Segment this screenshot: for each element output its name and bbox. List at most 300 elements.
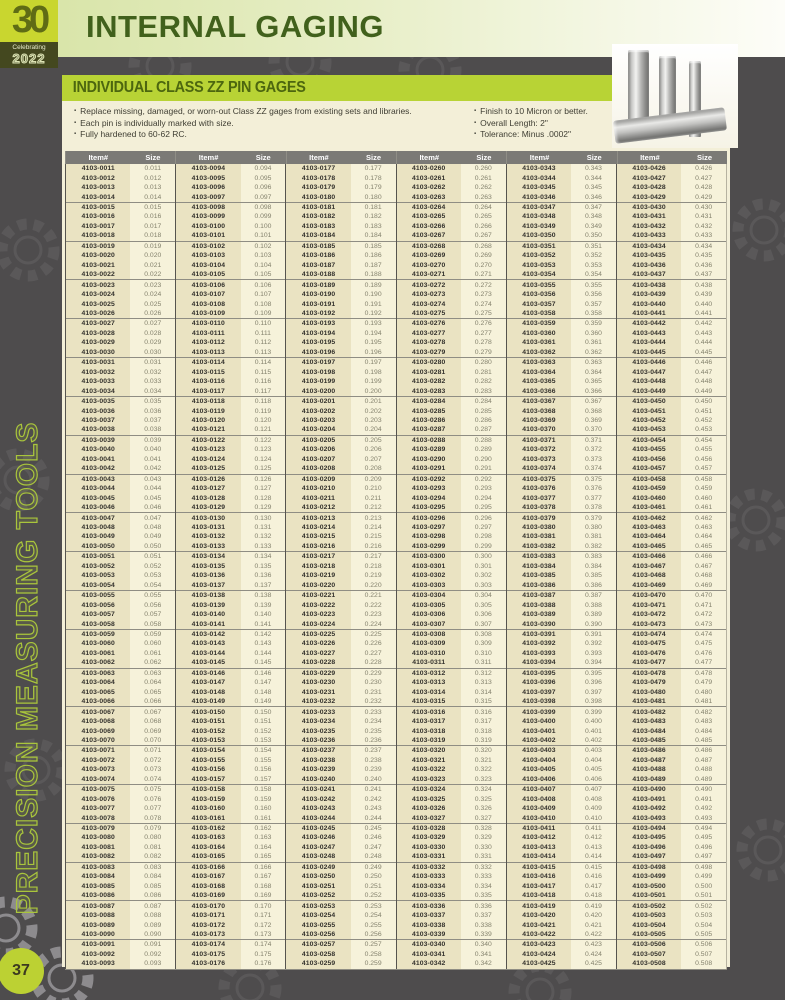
table-row [286, 863, 395, 872]
table-row [66, 348, 175, 358]
table-row [397, 368, 506, 377]
size-cell: 0.047 [130, 513, 175, 522]
item-number-cell: 4103-0369 [507, 416, 571, 425]
table-row [286, 523, 395, 532]
item-number-cell: 4103-0071 [66, 746, 130, 755]
size-cell: 0.240 [351, 775, 396, 784]
size-cell: 0.259 [351, 959, 396, 968]
table-row [507, 309, 616, 319]
size-cell: 0.142 [241, 630, 286, 639]
size-cell: 0.366 [571, 386, 616, 395]
table-row [286, 639, 395, 648]
item-number-cell: 4103-0322 [397, 765, 461, 774]
table-row [176, 251, 285, 260]
table-row [617, 746, 726, 755]
size-cell: 0.069 [130, 726, 175, 735]
size-cell: 0.077 [130, 804, 175, 813]
item-number-cell: 4103-0164 [176, 843, 240, 852]
item-number-cell: 4103-0433 [617, 231, 681, 240]
table-row [286, 493, 395, 502]
table-header-group [286, 151, 396, 164]
table-row [286, 804, 395, 813]
item-number-cell: 4103-0068 [66, 717, 130, 726]
size-cell: 0.385 [571, 571, 616, 580]
item-number-cell: 4103-0097 [176, 192, 240, 201]
size-cell: 0.102 [241, 242, 286, 251]
table-row [397, 348, 506, 358]
size-cell: 0.098 [241, 203, 286, 212]
item-number-cell: 4103-0034 [66, 386, 130, 395]
table-row [176, 406, 285, 415]
table-row [617, 513, 726, 522]
size-cell: 0.141 [241, 619, 286, 628]
table-column-group [65, 164, 175, 969]
table-row [286, 416, 395, 425]
table-row [397, 386, 506, 396]
item-number-cell: 4103-0101 [176, 231, 240, 240]
size-cell: 0.345 [571, 183, 616, 192]
table-row [507, 959, 616, 968]
table-row [397, 950, 506, 959]
table-row [617, 756, 726, 765]
size-cell: 0.216 [351, 542, 396, 551]
item-number-cell: 4103-0060 [66, 639, 130, 648]
table-row [617, 619, 726, 629]
table-row [66, 319, 175, 328]
size-cell: 0.318 [461, 726, 506, 735]
table-row [507, 164, 616, 173]
table-row [617, 338, 726, 347]
size-cell: 0.238 [351, 756, 396, 765]
item-number-cell: 4103-0444 [617, 338, 681, 347]
table-column-group [396, 164, 506, 969]
size-cell: 0.139 [241, 600, 286, 609]
size-cell: 0.011 [130, 164, 175, 173]
size-cell: 0.192 [351, 309, 396, 318]
item-number-cell: 4103-0303 [397, 580, 461, 589]
size-cell: 0.298 [461, 532, 506, 541]
size-cell: 0.173 [241, 930, 286, 939]
item-number-cell: 4103-0486 [617, 746, 681, 755]
item-number-cell: 4103-0428 [617, 183, 681, 192]
table-row [617, 416, 726, 425]
size-cell: 0.014 [130, 192, 175, 201]
size-cell: 0.107 [241, 290, 286, 299]
table-row [617, 872, 726, 881]
item-number-cell: 4103-0238 [286, 756, 350, 765]
item-number-cell: 4103-0468 [617, 571, 681, 580]
table-row [66, 261, 175, 270]
item-number-cell: 4103-0082 [66, 852, 130, 861]
table-row [176, 436, 285, 445]
size-cell: 0.131 [241, 523, 286, 532]
table-row [176, 843, 285, 852]
table-row [617, 425, 726, 435]
size-cell: 0.147 [241, 678, 286, 687]
table-row [286, 455, 395, 464]
item-number-cell: 4103-0182 [286, 212, 350, 221]
item-number-cell: 4103-0139 [176, 600, 240, 609]
item-number-cell: 4103-0480 [617, 687, 681, 696]
logo-strip [0, 42, 58, 68]
size-cell: 0.371 [571, 436, 616, 445]
size-cell: 0.133 [241, 542, 286, 551]
size-cell: 0.309 [461, 639, 506, 648]
item-number-cell: 4103-0367 [507, 397, 571, 406]
size-cell: 0.486 [681, 746, 726, 755]
table-column-group [616, 164, 727, 969]
table-row [176, 377, 285, 386]
item-number-cell: 4103-0259 [286, 959, 350, 968]
item-number-cell: 4103-0098 [176, 203, 240, 212]
table-row [66, 493, 175, 502]
size-cell: 0.034 [130, 386, 175, 395]
item-number-cell: 4103-0314 [397, 687, 461, 696]
table-row [286, 852, 395, 862]
item-number-cell: 4103-0285 [397, 406, 461, 415]
size-cell: 0.363 [571, 358, 616, 367]
table-row [507, 542, 616, 552]
table-row [286, 717, 395, 726]
item-number-cell: 4103-0133 [176, 542, 240, 551]
table-row [286, 358, 395, 367]
item-number-cell: 4103-0020 [66, 251, 130, 260]
table-row [286, 794, 395, 803]
size-header-label: Size [366, 153, 382, 162]
item-number-cell: 4103-0387 [507, 591, 571, 600]
item-number-cell: 4103-0449 [617, 386, 681, 395]
size-cell: 0.369 [571, 416, 616, 425]
size-cell: 0.444 [681, 338, 726, 347]
size-cell: 0.123 [241, 445, 286, 454]
item-number-cell: 4103-0120 [176, 416, 240, 425]
table-row [397, 290, 506, 299]
size-cell: 0.465 [681, 542, 726, 551]
item-number-cell: 4103-0173 [176, 930, 240, 939]
item-number-cell: 4103-0501 [617, 891, 681, 900]
size-cell: 0.440 [681, 299, 726, 308]
table-row [286, 406, 395, 415]
table-row [176, 794, 285, 803]
table-row [176, 222, 285, 231]
item-number-cell: 4103-0311 [397, 658, 461, 667]
item-number-cell: 4103-0150 [176, 707, 240, 716]
item-number-cell: 4103-0057 [66, 610, 130, 619]
size-cell: 0.184 [351, 231, 396, 240]
table-row [176, 630, 285, 639]
item-number-cell: 4103-0093 [66, 959, 130, 968]
table-row [176, 329, 285, 338]
table-row [397, 717, 506, 726]
table-row [507, 697, 616, 707]
item-number-cell: 4103-0380 [507, 523, 571, 532]
table-row [397, 610, 506, 619]
item-number-cell: 4103-0234 [286, 717, 350, 726]
item-number-cell: 4103-0045 [66, 493, 130, 502]
item-number-cell: 4103-0088 [66, 911, 130, 920]
size-cell: 0.254 [351, 911, 396, 920]
size-cell: 0.423 [571, 940, 616, 949]
item-number-cell: 4103-0077 [66, 804, 130, 813]
size-cell: 0.446 [681, 358, 726, 367]
item-number-cell: 4103-0050 [66, 542, 130, 551]
table-row [286, 222, 395, 231]
table-row [286, 813, 395, 823]
table-row [507, 824, 616, 833]
item-number-cell: 4103-0142 [176, 630, 240, 639]
table-row [397, 552, 506, 561]
table-row [397, 319, 506, 328]
table-row [176, 863, 285, 872]
size-cell: 0.293 [461, 484, 506, 493]
item-number-cell: 4103-0378 [507, 503, 571, 512]
size-cell: 0.090 [130, 930, 175, 939]
size-cell: 0.177 [351, 164, 396, 173]
size-cell: 0.256 [351, 930, 396, 939]
size-cell: 0.094 [241, 164, 286, 173]
size-cell: 0.416 [571, 872, 616, 881]
item-number-cell: 4103-0123 [176, 445, 240, 454]
size-cell: 0.294 [461, 493, 506, 502]
table-row [397, 222, 506, 231]
item-number-cell: 4103-0203 [286, 416, 350, 425]
size-cell: 0.301 [461, 562, 506, 571]
table-row [286, 192, 395, 202]
item-number-cell: 4103-0208 [286, 464, 350, 473]
size-cell: 0.239 [351, 765, 396, 774]
item-number-cell: 4103-0215 [286, 532, 350, 541]
item-number-cell: 4103-0256 [286, 930, 350, 939]
table-row [397, 231, 506, 241]
size-cell: 0.279 [461, 348, 506, 357]
item-number-cell: 4103-0104 [176, 261, 240, 270]
gear-icon [738, 204, 785, 256]
table-row [397, 503, 506, 513]
size-cell: 0.043 [130, 475, 175, 484]
size-cell: 0.508 [681, 959, 726, 968]
item-number-cell: 4103-0172 [176, 920, 240, 929]
item-number-cell: 4103-0263 [397, 192, 461, 201]
size-cell: 0.451 [681, 406, 726, 415]
item-number-cell: 4103-0350 [507, 231, 571, 240]
table-row [507, 532, 616, 541]
size-header-label: Size [145, 153, 161, 162]
table-row [507, 513, 616, 522]
table-row [176, 571, 285, 580]
size-cell: 0.438 [681, 280, 726, 289]
table-row [286, 290, 395, 299]
table-row [66, 445, 175, 454]
table-row [397, 270, 506, 280]
item-number-cell: 4103-0073 [66, 765, 130, 774]
item-number-cell: 4103-0127 [176, 484, 240, 493]
item-number-cell: 4103-0502 [617, 901, 681, 910]
item-number-cell: 4103-0347 [507, 203, 571, 212]
size-cell: 0.067 [130, 707, 175, 716]
size-cell: 0.185 [351, 242, 396, 251]
table-row [176, 261, 285, 270]
item-number-cell: 4103-0479 [617, 678, 681, 687]
item-number-cell: 4103-0230 [286, 678, 350, 687]
table-row [66, 630, 175, 639]
table-row [617, 833, 726, 842]
size-cell: 0.334 [461, 882, 506, 891]
item-number-cell: 4103-0310 [397, 649, 461, 658]
table-row [176, 678, 285, 687]
size-cell: 0.019 [130, 242, 175, 251]
size-cell: 0.093 [130, 959, 175, 968]
size-cell: 0.086 [130, 891, 175, 900]
item-number-cell: 4103-0151 [176, 717, 240, 726]
table-row [507, 833, 616, 842]
item-number-cell: 4103-0495 [617, 833, 681, 842]
table-row [286, 930, 395, 940]
size-cell: 0.087 [130, 901, 175, 910]
size-cell: 0.344 [571, 173, 616, 182]
table-row [397, 425, 506, 435]
table-row [507, 669, 616, 678]
size-cell: 0.029 [130, 338, 175, 347]
size-cell: 0.422 [571, 930, 616, 939]
size-cell: 0.303 [461, 580, 506, 589]
table-row [507, 580, 616, 590]
item-number-cell: 4103-0363 [507, 358, 571, 367]
item-number-cell: 4103-0308 [397, 630, 461, 639]
item-number-cell: 4103-0372 [507, 445, 571, 454]
item-number-cell: 4103-0091 [66, 940, 130, 949]
table-row [176, 959, 285, 968]
size-cell: 0.473 [681, 619, 726, 628]
size-cell: 0.327 [461, 813, 506, 822]
table-row [507, 203, 616, 212]
item-number-cell: 4103-0494 [617, 824, 681, 833]
table-row [617, 863, 726, 872]
table-row [617, 552, 726, 561]
size-cell: 0.392 [571, 639, 616, 648]
table-row [617, 813, 726, 823]
size-cell: 0.050 [130, 542, 175, 551]
size-cell: 0.394 [571, 658, 616, 667]
item-number-cell: 4103-0365 [507, 377, 571, 386]
table-row [617, 736, 726, 746]
size-cell: 0.119 [241, 406, 286, 415]
size-cell: 0.059 [130, 630, 175, 639]
table-row [176, 416, 285, 425]
table-row [176, 348, 285, 358]
table-row [66, 571, 175, 580]
table-row [66, 368, 175, 377]
size-cell: 0.430 [681, 203, 726, 212]
table-row [507, 261, 616, 270]
size-cell: 0.283 [461, 386, 506, 395]
item-number-cell: 4103-0404 [507, 756, 571, 765]
size-cell: 0.375 [571, 475, 616, 484]
size-cell: 0.400 [571, 717, 616, 726]
size-cell: 0.236 [351, 736, 396, 745]
table-row [507, 610, 616, 619]
item-number-cell: 4103-0162 [176, 824, 240, 833]
size-cell: 0.215 [351, 532, 396, 541]
size-cell: 0.126 [241, 475, 286, 484]
item-number-cell: 4103-0418 [507, 891, 571, 900]
size-cell: 0.196 [351, 348, 396, 357]
item-number-cell: 4103-0251 [286, 882, 350, 891]
size-cell: 0.269 [461, 251, 506, 260]
item-number-cell: 4103-0434 [617, 242, 681, 251]
table-row [397, 261, 506, 270]
size-cell: 0.447 [681, 368, 726, 377]
table-row [286, 959, 395, 968]
bullet-text: Tolerance: Minus .0002" [480, 129, 572, 139]
table-row [507, 630, 616, 639]
item-number-cell: 4103-0282 [397, 377, 461, 386]
table-row [397, 309, 506, 319]
item-number-cell: 4103-0121 [176, 425, 240, 434]
table-header-group [617, 151, 727, 164]
size-cell: 0.342 [461, 959, 506, 968]
size-cell: 0.493 [681, 813, 726, 822]
table-row [507, 843, 616, 852]
table-row [286, 736, 395, 746]
size-cell: 0.228 [351, 658, 396, 667]
item-number-cell: 4103-0271 [397, 270, 461, 279]
table-row [507, 658, 616, 668]
size-cell: 0.323 [461, 775, 506, 784]
size-cell: 0.428 [681, 183, 726, 192]
table-row [397, 824, 506, 833]
size-cell: 0.352 [571, 251, 616, 260]
size-cell: 0.025 [130, 299, 175, 308]
table-row [397, 765, 506, 774]
size-cell: 0.038 [130, 425, 175, 434]
item-number-cell: 4103-0470 [617, 591, 681, 600]
size-cell: 0.373 [571, 455, 616, 464]
table-row [507, 173, 616, 182]
table-row [176, 891, 285, 901]
item-number-cell: 4103-0317 [397, 717, 461, 726]
item-number-cell: 4103-0085 [66, 882, 130, 891]
table-row [176, 619, 285, 629]
size-cell: 0.060 [130, 639, 175, 648]
item-number-cell: 4103-0178 [286, 173, 350, 182]
table-row [176, 338, 285, 347]
size-cell: 0.101 [241, 231, 286, 240]
table-row [286, 242, 395, 251]
item-number-cell: 4103-0027 [66, 319, 130, 328]
table-row [286, 591, 395, 600]
size-cell: 0.128 [241, 493, 286, 502]
table-row [176, 290, 285, 299]
size-cell: 0.188 [351, 270, 396, 279]
table-row [286, 649, 395, 658]
size-cell: 0.202 [351, 406, 396, 415]
table-row [617, 562, 726, 571]
bullet-marker-icon: ▪ [74, 108, 77, 114]
table-row [66, 959, 175, 968]
item-number-cell: 4103-0192 [286, 309, 350, 318]
size-cell: 0.314 [461, 687, 506, 696]
table-column-group [506, 164, 616, 969]
item-number-cell: 4103-0040 [66, 445, 130, 454]
table-row [286, 212, 395, 221]
item-number-cell: 4103-0339 [397, 930, 461, 939]
table-row [507, 765, 616, 774]
item-number-cell: 4103-0284 [397, 397, 461, 406]
table-row [397, 416, 506, 425]
size-cell: 0.292 [461, 475, 506, 484]
item-number-cell: 4103-0345 [507, 183, 571, 192]
table-row [286, 386, 395, 396]
